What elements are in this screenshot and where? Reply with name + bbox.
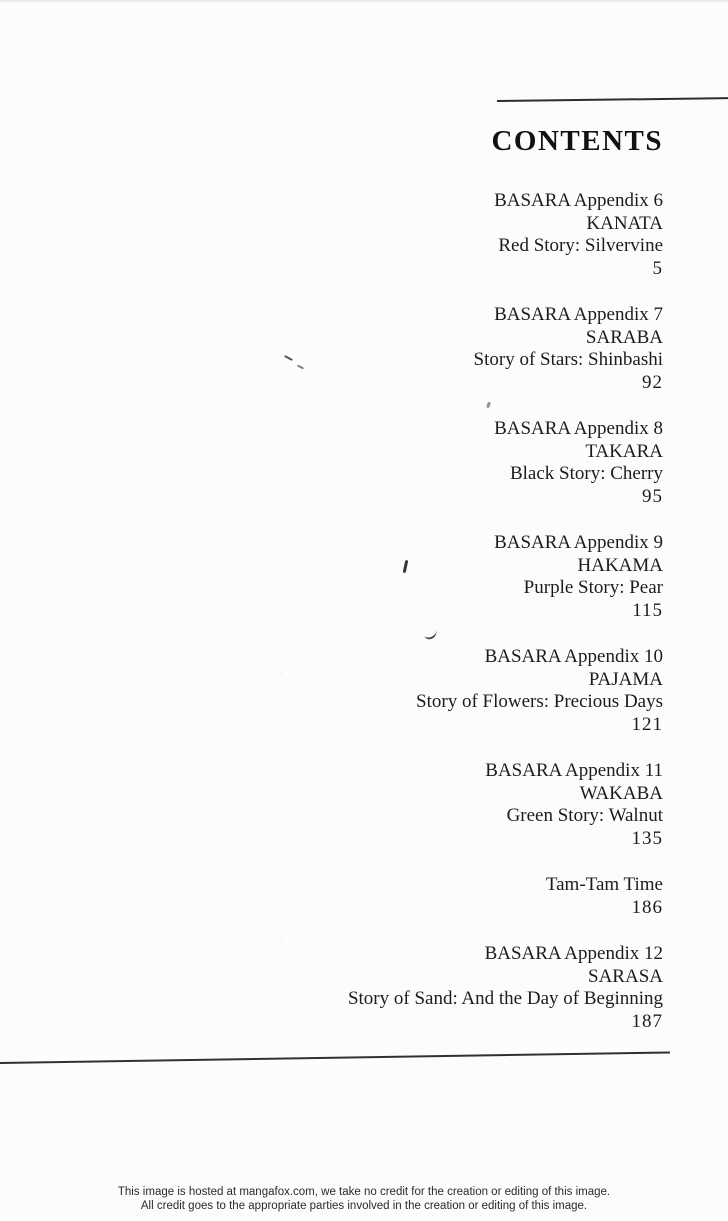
toc-entry-page-number: 121: [631, 713, 663, 735]
toc-entry: [0, 418, 663, 508]
toc-entry: [0, 646, 663, 736]
toc-entry-story: Story of Sand: And the Day of Beginning: [347, 988, 663, 1009]
toc-entry-subtitle: SARABA: [585, 326, 663, 348]
toc-entry: [0, 760, 663, 850]
toc-entry-subtitle: SARASA: [588, 965, 663, 987]
toc-entry-title: BASARA Appendix 7: [494, 304, 663, 325]
toc-entry-title: BASARA Appendix 9: [494, 532, 663, 553]
toc-entry-page-number: 135: [631, 827, 663, 849]
toc-entry: [0, 190, 663, 280]
toc-entry-page-number: 5: [652, 257, 663, 279]
toc-entry-title: BASARA Appendix 10: [484, 646, 663, 667]
toc-entry-story: Red Story: Silvervine: [498, 235, 663, 256]
contents-heading: CONTENTS: [491, 125, 663, 157]
toc-entry-page-number: 186: [631, 896, 663, 918]
toc-entry: [0, 532, 663, 622]
table-of-contents: [0, 190, 663, 1033]
toc-entry-title: BASARA Appendix 6: [494, 190, 663, 211]
toc-entry-subtitle: PAJAMA: [588, 668, 663, 690]
disclaimer-line-2: All credit goes to the appropriate parties involved in the creation or editing of this image.: [140, 1199, 588, 1212]
toc-entry-page-number: 95: [642, 485, 663, 507]
toc-entry-story: Black Story: Cherry: [509, 463, 663, 484]
hosting-disclaimer: [0, 1186, 728, 1213]
toc-entry-subtitle: TAKARA: [585, 440, 663, 462]
toc-entry-title: BASARA Appendix 12: [484, 943, 663, 964]
toc-entry-story: Story of Stars: Shinbashi: [473, 349, 663, 370]
toc-entry-title: BASARA Appendix 11: [485, 760, 663, 781]
toc-entry-subtitle: WAKABA: [579, 782, 663, 804]
toc-entry: [0, 874, 663, 919]
toc-entry-page-number: 92: [642, 371, 663, 393]
toc-entry-title: BASARA Appendix 8: [494, 418, 663, 439]
toc-entry-subtitle: KANATA: [586, 212, 663, 234]
disclaimer-line-1: This image is hosted at mangafox.com, we take no credit for the creation or editing of this image.: [117, 1186, 611, 1198]
toc-entry-page-number: 187: [631, 1010, 663, 1032]
toc-entry-story: Green Story: Walnut: [506, 805, 663, 826]
toc-entry: [0, 943, 663, 1033]
toc-entry-story: Story of Flowers: Precious Days: [416, 691, 663, 712]
toc-entry-story: Purple Story: Pear: [523, 577, 663, 598]
toc-entry-subtitle: HAKAMA: [577, 554, 663, 576]
toc-entry-title: Tam-Tam Time: [545, 874, 663, 895]
toc-entry: [0, 304, 663, 394]
toc-entry-page-number: 115: [632, 599, 663, 621]
